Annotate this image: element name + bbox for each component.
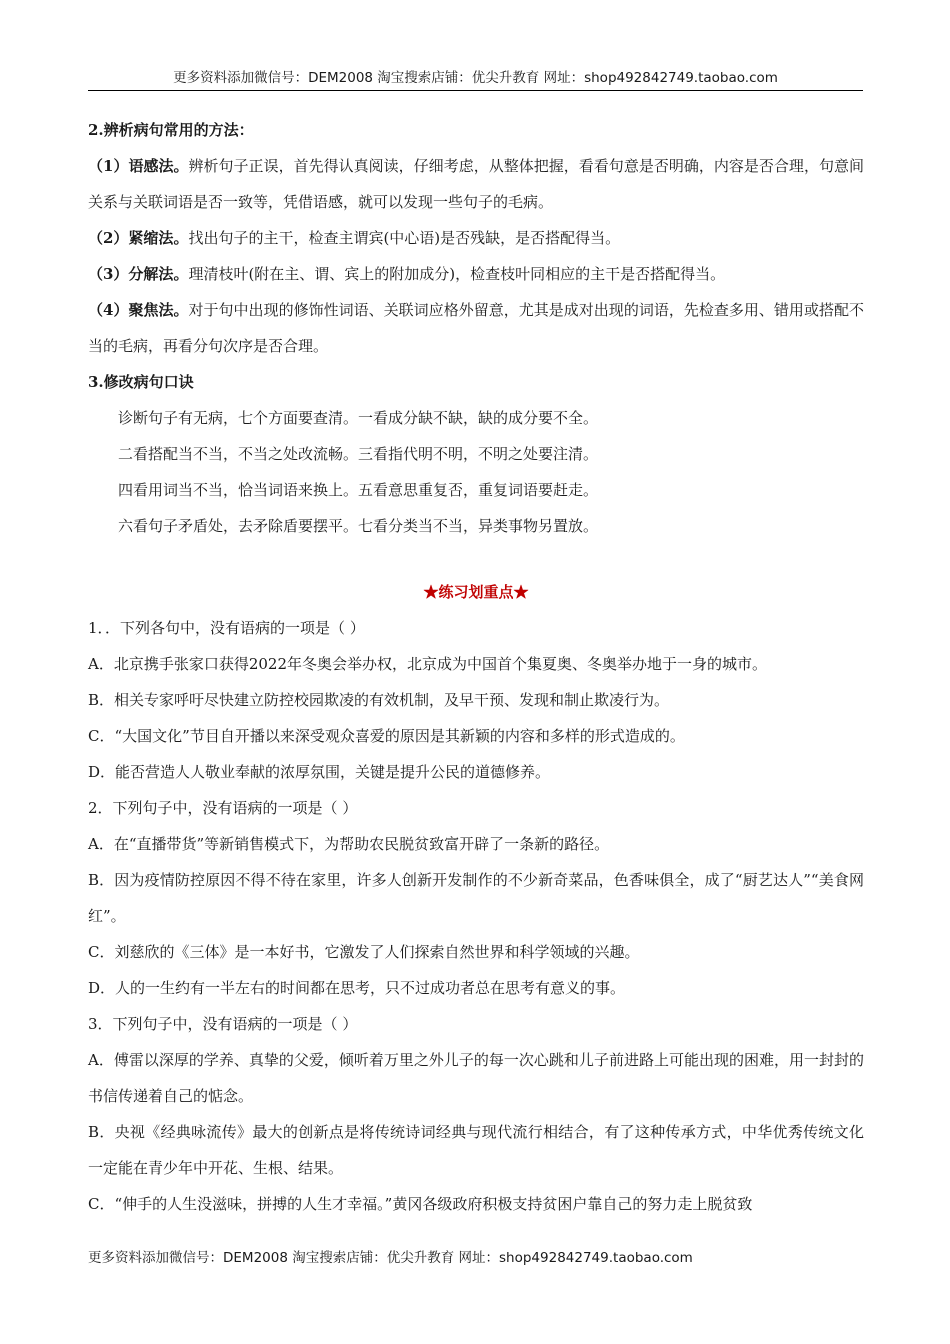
rhyme-line: 二看搭配当不当，不当之处改流畅。三看指代明不明，不明之处要注清。: [118, 445, 599, 463]
method-item: [88, 256, 864, 292]
question-option: C．“伸手的人生没滋味，拼搏的人生才幸福。”黄冈各级政府积极支持贫困户靠自己的努力走上脱贫致: [88, 1195, 753, 1213]
practice-title: ★练习划重点★: [423, 583, 529, 601]
method-text: 辨析句子正误，首先得认真阅读，仔细考虑，从整体把握，看看句意是否明确，内容是否合理，句意间关系与关联词语是否一致等，凭借语感，就可以发现一些句子的毛病。: [88, 157, 864, 211]
method-item: [88, 220, 864, 256]
question-option: C．刘慈欣的《三体》是一本好书，它激发了人们探索自然世界和科学领域的兴趣。: [88, 943, 640, 961]
question-option: D．能否营造人人敬业奉献的浓厚氛围，关键是提升公民的道德修养。: [88, 763, 551, 781]
question-stem: 3．下列句子中，没有语病的一项是（ ）: [88, 1015, 358, 1033]
method-item: [88, 148, 864, 220]
rhyme-line: 诊断句子有无病，七个方面要查清。一看成分缺不缺，缺的成分要不全。: [118, 409, 599, 427]
method-label: （3）分解法。: [88, 265, 189, 283]
method-text: 对于句中出现的修饰性词语、关联词应格外留意，尤其是成对出现的词语，先检查多用、错用或搭配不当的毛病，再看分句次序是否合理。: [88, 301, 864, 355]
question-option: B．因为疫情防控原因不得不待在家里，许多人创新开发制作的不少新奇菜品，色香味俱全，成了“厨艺达人”“美食网红”。: [88, 871, 864, 925]
page-footer: 更多资料添加微信号：DEM2008 淘宝搜索店铺：优尖升教育 网址：shop492842749.taobao.com: [88, 1250, 693, 1266]
rhyme-line: 六看句子矛盾处，去矛除盾要摆平。七看分类当不当，异类事物另置放。: [118, 517, 599, 535]
page-header: 更多资料添加微信号：DEM2008 淘宝搜索店铺：优尖升教育 网址：shop492842749.taobao.com: [88, 66, 863, 91]
methods-heading: 2.辨析病句常用的方法：: [88, 121, 254, 139]
rhyme-heading: 3.修改病句口诀: [88, 373, 194, 391]
rhyme-line: 四看用词当不当，恰当词语来换上。五看意思重复否，重复词语要赶走。: [118, 481, 599, 499]
question-option: D．人的一生约有一半左右的时间都在思考，只不过成功者总在思考有意义的事。: [88, 979, 626, 997]
question-stem: 1．．下列各句中，没有语病的一项是（ ）: [88, 619, 365, 637]
document-body: [88, 112, 864, 1222]
question-option: A．傅雷以深厚的学养、真挚的父爱，倾听着万里之外儿子的每一次心跳和儿子前进路上可能出现的困难，用一封封的书信传递着自己的惦念。: [88, 1051, 864, 1105]
method-label: （4）聚焦法。: [88, 301, 189, 319]
question-option: C．“大国文化”节目自开播以来深受观众喜爱的原因是其新颖的内容和多样的形式造成的。: [88, 727, 685, 745]
question-option: A．在“直播带货”等新销售模式下，为帮助农民脱贫致富开辟了一条新的路径。: [88, 835, 610, 853]
spacer: [88, 544, 864, 574]
question-option: B．相关专家呼吁尽快建立防控校园欺凌的有效机制，及早干预、发现和制止欺凌行为。: [88, 691, 670, 709]
method-label: （1）语感法。: [88, 157, 189, 175]
question-option: A．北京携手张家口获得2022年冬奥会举办权，北京成为中国首个集夏奥、冬奥举办地于一身的城市。: [88, 655, 768, 673]
method-item: [88, 292, 864, 364]
method-text: 理清枝叶(附在主、谓、宾上的附加成分)，检查枝叶同相应的主干是否搭配得当。: [188, 265, 726, 283]
question-stem: 2．下列句子中，没有语病的一项是（ ）: [88, 799, 358, 817]
method-text: 找出句子的主干，检查主谓宾(中心语)是否残缺，是否搭配得当。: [188, 229, 621, 247]
question-option: B．央视《经典咏流传》最大的创新点是将传统诗词经典与现代流行相结合，有了这种传承方式，中华优秀传统文化一定能在青少年中开花、生根、结果。: [88, 1123, 864, 1177]
method-label: （2）紧缩法。: [88, 229, 189, 247]
